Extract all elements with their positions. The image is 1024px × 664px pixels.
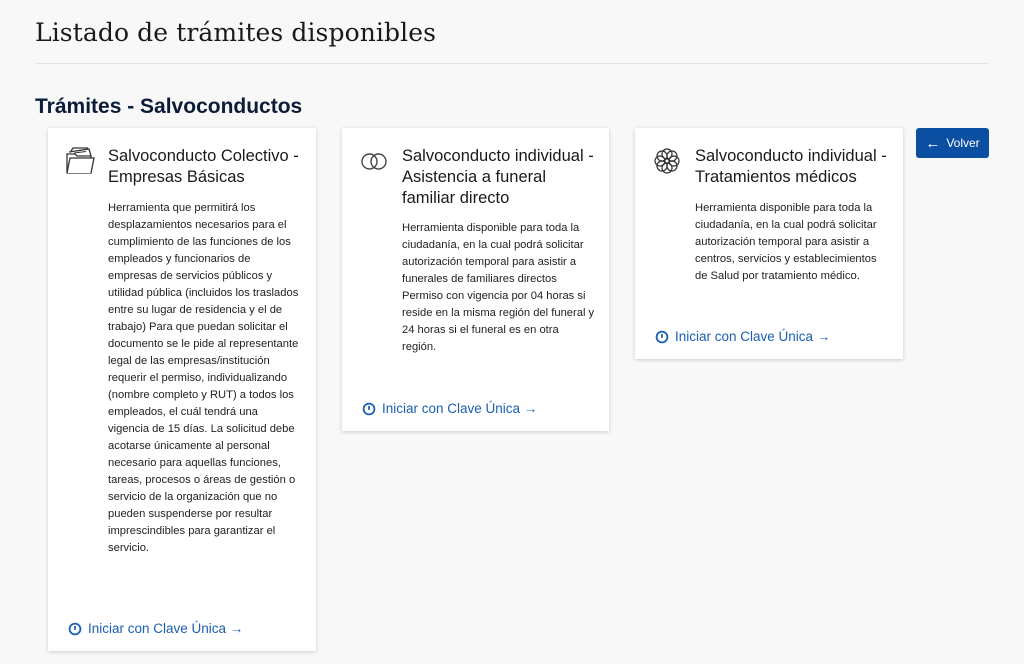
start-link-label: Iniciar con Clave Única → — [88, 621, 244, 636]
start-clave-unica-link[interactable] — [68, 621, 243, 636]
card-title: Salvoconducto Colectivo - Empresas Básicas — [108, 147, 299, 186]
section-title: Trámites - Salvoconductos — [35, 95, 303, 118]
flower-pattern-icon — [651, 145, 683, 177]
power-icon — [655, 330, 669, 344]
card-description: Herramienta disponible para toda la ciudadanía, en la cual podrá solicitar autorización temporal para asistir a centros, servicios y establecimientos de Salud por tratamiento médico. — [695, 202, 877, 282]
document-stack-icon — [64, 145, 96, 177]
procedure-card-collective — [48, 128, 316, 651]
back-button[interactable] — [916, 128, 989, 158]
power-icon — [68, 622, 82, 636]
card-description: Herramienta que permitirá los desplazamientos necesarios para el cumplimiento de las funciones de los empleados y funcionarios de empresas de servicios públicos y utilidad pública (incluidos los traslados entre su lugar de residencia y el de trabajo) Para que puedan solicitar el documento se le pide al representante legal de las empresas/institución requerir el permiso, individualizando (nombre completo y RUT) a todos los empleados, el cuál tendrá una vigencia de 15 días. La solicitud debe acotarse únicamente al personal necesario para aquellas funciones, tareas, procesos o áreas de gestión o servicio de la organización que no pueden suspenderse por resultar imprescindibles para garantizar el servicio. — [108, 202, 299, 554]
rings-icon — [358, 145, 390, 177]
start-link-label: Iniciar con Clave Única → — [382, 401, 538, 416]
start-clave-unica-link[interactable] — [655, 329, 830, 344]
card-title: Salvoconducto individual - Asistencia a funeral familiar directo — [402, 147, 594, 207]
start-clave-unica-link[interactable] — [362, 401, 537, 416]
procedure-card-medical — [635, 128, 903, 359]
procedure-card-funeral — [342, 128, 609, 431]
power-icon — [362, 402, 376, 416]
arrow-left-icon: ← — [925, 134, 941, 152]
card-description: Herramienta disponible para toda la ciudadanía, en la cual podrá solicitar autorización temporal para asistir a funerales de familiares directos Permiso con vigencia por 04 horas si reside en la misma región del funeral y 24 horas si el funeral es en otra región. — [402, 222, 595, 353]
back-button-label: Volver — [946, 136, 980, 150]
start-link-label: Iniciar con Clave Única → — [675, 329, 831, 344]
page-title: Listado de trámites disponibles — [35, 18, 437, 47]
title-divider — [35, 63, 989, 64]
card-title: Salvoconducto individual - Tratamientos médicos — [695, 147, 887, 186]
